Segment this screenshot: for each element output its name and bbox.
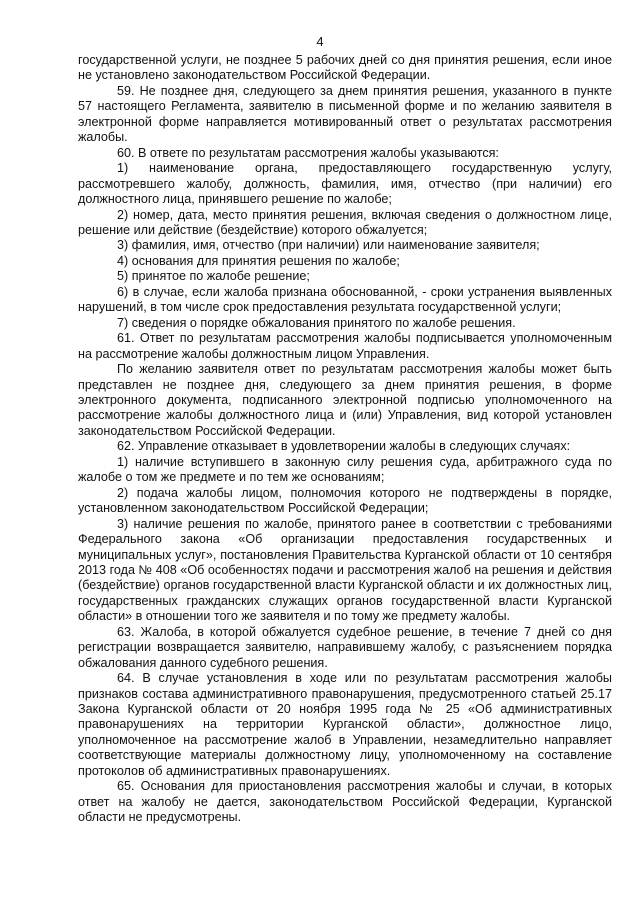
paragraph-60: 60. В ответе по результатам рассмотрения жалобы указываются: [117,145,499,160]
paragraph-61: 61. Ответ по результатам рассмотрения жалобы подписывается уполномоченным на рассмотрение жалобы должностным лицом Управления. [78,331,612,361]
paragraph-60-item-2: 2) номер, дата, место принятия решения, включая сведения о должностном лице, решение или действие (бездействие) которого обжалуется; [78,207,612,237]
paragraph-62-item-2: 2) подача жалобы лицом, полномочия которого не подтверждены в порядке, установленном законодательством Российской Федерации; [78,485,612,516]
paragraph-continuation: государственной услуги, не позднее 5 рабочих дней со дня принятия решения, если иное не установлено законодательством Российской Федерации. [78,53,612,83]
paragraph-64: 64. В случае установления в ходе или по результатам рассмотрения жалобы признаков состава административного правонарушения, предусмотренного статьей 25.17 Закона Курганской области от 20 ноября 1995 года № 25 «Об административных правонарушениях на территории Курганской области», должностное лицо, уполномоченное на рассмотрение жалоб в Управлении, незамедлительно направляет соответствующие материалы должностному лицу, уполномоченному на составление протоколов об административных правонарушениях. [78,671,612,778]
paragraph-60-item-1: 1) наименование органа, предоставляющего государственную услугу, рассмотревшего жалобу, должность, фамилия, имя, отчество (при наличии) его должностного лица, принявшего решение по жалобе; [78,161,612,207]
paragraph-62-item-3: 3) наличие решения по жалобе, принятого ранее в соответствии с требованиями Федерального закона «Об организации предоставления государственных и муниципальных услуг», постановления Правительства Курганской области от 10 сентября 2013 года № 408 «Об особенностях подачи и рассмотрения жалоб на решения и действия (бездействие) органов государственной власти Курганской области и их должностных лиц, государственных гражданских служащих органов государственной власти Курганской области» в отношении того же заявителя и по тому же предмету жалобы. [78,516,612,624]
paragraph-60-item-3: 3) фамилия, имя, отчество (при наличии) или наименование заявителя; [117,238,540,253]
paragraph-62: 62. Управление отказывает в удовлетворении жалобы в следующих случаях: [117,439,571,454]
paragraph-60-item-5: 5) принятое по жалобе решение; [117,269,310,284]
paragraph-59: 59. Не позднее дня, следующего за днем принятия решения, указанного в пункте 57 настоящего Регламента, заявителю в письменной форме и по желанию заявителя в электронной форме направляется мотивированный ответ о результатах рассмотрения жалобы. [78,83,612,145]
paragraph-61-electronic: По желанию заявителя ответ по результатам рассмотрения жалобы может быть представлен не позднее дня, следующего за днем принятия решения, в форме электронного документа, подписанного электронной подписью уполномоченного на рассмотрение жалобы должностного лица и (или) Управления, вид которой установлен законодательством Российской Федерации. [78,362,612,438]
paragraph-60-item-4: 4) основания для принятия решения по жалобе; [117,253,400,268]
paragraph-62-item-1: 1) наличие вступившего в законную силу решения суда, арбитражного суда по жалобе о том же предмете и по тем же основаниям; [78,454,612,485]
document-body [78,53,612,826]
paragraph-60-item-6: 6) в случае, если жалоба признана обоснованной, - сроки устранения выявленных нарушений, в том числе срок предоставления результата государственной услуги; [78,284,612,315]
paragraph-65: 65. Основания для приостановления рассмотрения жалобы и случаи, в которых ответ на жалобу не дается, законодательством Российской Федерации, Курганской области не предусмотрены. [78,779,612,825]
page-number: 4 [316,34,324,49]
paragraph-63: 63. Жалоба, в которой обжалуется судебное решение, в течение 7 дней со дня регистрации возвращается заявителю, направившему жалобу, с разъяснением порядка обжалования данного судебного решения. [78,624,612,670]
paragraph-60-item-7: 7) сведения о порядке обжалования принятого по жалобе решения. [117,315,516,330]
